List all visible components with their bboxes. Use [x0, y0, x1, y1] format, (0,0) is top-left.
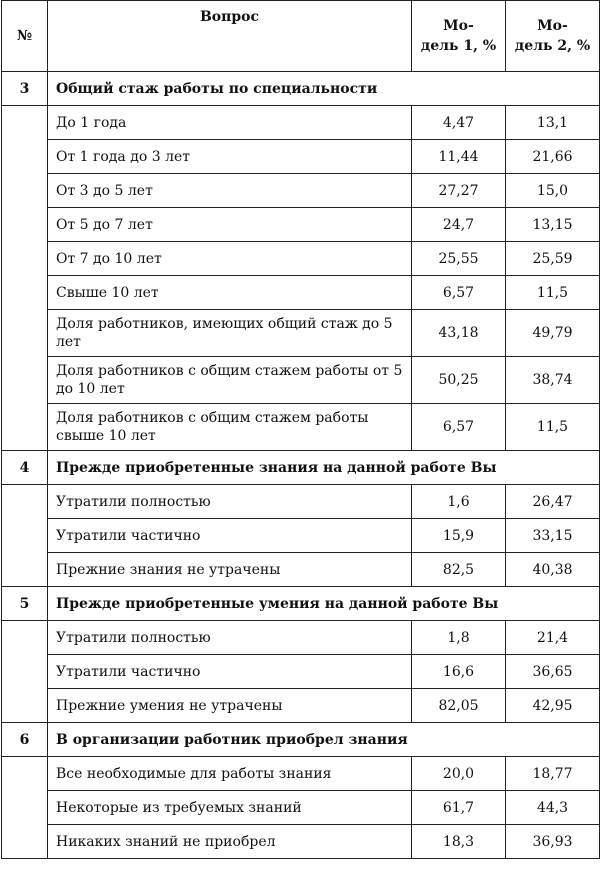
- table-row: [2, 757, 600, 791]
- section-row: [2, 451, 600, 485]
- survey-table: [1, 0, 600, 859]
- section-number: 5: [2, 587, 48, 621]
- blank-cell: [2, 174, 48, 208]
- blank-cell: [2, 208, 48, 242]
- section-row: [2, 723, 600, 757]
- model-1-value: 1,8: [412, 621, 506, 655]
- model-1-value: 6,57: [412, 276, 506, 310]
- table-row: [2, 553, 600, 587]
- model-2-value: 40,38: [506, 553, 600, 587]
- row-label: От 3 до 5 лет: [48, 174, 412, 208]
- model-1-value: 20,0: [412, 757, 506, 791]
- model-2-value: 44,3: [506, 791, 600, 825]
- row-label: До 1 года: [48, 106, 412, 140]
- model-1-value: 1,6: [412, 485, 506, 519]
- model-2-value: 38,74: [506, 357, 600, 404]
- blank-cell: [2, 655, 48, 689]
- table-row: [2, 357, 600, 404]
- row-label: Все необходимые для работы знания: [48, 757, 412, 791]
- blank-cell: [2, 825, 48, 859]
- model-2-value: 11,5: [506, 404, 600, 451]
- model-2-value: 21,4: [506, 621, 600, 655]
- model-2-value: 25,59: [506, 242, 600, 276]
- model-1-value: 43,18: [412, 310, 506, 357]
- row-label: Доля работников с общим стажем работы свыше 10 лет: [48, 404, 412, 451]
- model-2-value: 33,15: [506, 519, 600, 553]
- header-question: Вопрос: [48, 1, 412, 72]
- row-label: Свыше 10 лет: [48, 276, 412, 310]
- row-label: Доля работников с общим стажем работы от 5 до 10 лет: [48, 357, 412, 404]
- table-body: [2, 72, 600, 859]
- model-1-value: 82,05: [412, 689, 506, 723]
- table-row: [2, 485, 600, 519]
- header-model-1-line1: Мо-: [443, 18, 474, 34]
- model-2-value: 21,66: [506, 140, 600, 174]
- table-row: [2, 310, 600, 357]
- table-row: [2, 791, 600, 825]
- model-2-value: 18,77: [506, 757, 600, 791]
- header-model-2: [506, 1, 600, 72]
- table-row: [2, 106, 600, 140]
- header-num: №: [2, 1, 48, 72]
- blank-cell: [2, 310, 48, 357]
- model-1-value: 82,5: [412, 553, 506, 587]
- row-label: Утратили полностью: [48, 621, 412, 655]
- model-1-value: 18,3: [412, 825, 506, 859]
- section-row: [2, 587, 600, 621]
- table-row: [2, 174, 600, 208]
- model-1-value: 50,25: [412, 357, 506, 404]
- row-label: От 1 года до 3 лет: [48, 140, 412, 174]
- model-2-value: 26,47: [506, 485, 600, 519]
- section-row: [2, 72, 600, 106]
- model-1-value: 25,55: [412, 242, 506, 276]
- row-label: Прежние умения не утрачены: [48, 689, 412, 723]
- table-row: [2, 825, 600, 859]
- table-row: [2, 519, 600, 553]
- header-model-1: [412, 1, 506, 72]
- section-title: В организации работник приобрел знания: [48, 723, 600, 757]
- model-1-value: 6,57: [412, 404, 506, 451]
- header-model-1-line2: дель 1, %: [420, 38, 497, 54]
- model-1-value: 61,7: [412, 791, 506, 825]
- section-number: 4: [2, 451, 48, 485]
- blank-cell: [2, 689, 48, 723]
- blank-cell: [2, 485, 48, 519]
- blank-cell: [2, 553, 48, 587]
- model-1-value: 27,27: [412, 174, 506, 208]
- model-2-value: 11,5: [506, 276, 600, 310]
- section-title: Общий стаж работы по специальности: [48, 72, 600, 106]
- row-label: Доля работников, имеющих общий стаж до 5 лет: [48, 310, 412, 357]
- model-1-value: 15,9: [412, 519, 506, 553]
- table-row: [2, 689, 600, 723]
- blank-cell: [2, 404, 48, 451]
- blank-cell: [2, 106, 48, 140]
- blank-cell: [2, 242, 48, 276]
- row-label: От 7 до 10 лет: [48, 242, 412, 276]
- model-1-value: 16,6: [412, 655, 506, 689]
- header-row: [2, 1, 600, 72]
- model-2-value: 42,95: [506, 689, 600, 723]
- model-2-value: 13,15: [506, 208, 600, 242]
- section-number: 6: [2, 723, 48, 757]
- model-2-value: 36,93: [506, 825, 600, 859]
- blank-cell: [2, 276, 48, 310]
- row-label: Утратили частично: [48, 519, 412, 553]
- model-2-value: 15,0: [506, 174, 600, 208]
- table-row: [2, 404, 600, 451]
- model-2-value: 36,65: [506, 655, 600, 689]
- table-row: [2, 621, 600, 655]
- model-1-value: 11,44: [412, 140, 506, 174]
- section-title: Прежде приобретенные умения на данной работе Вы: [48, 587, 600, 621]
- blank-cell: [2, 357, 48, 404]
- table-row: [2, 140, 600, 174]
- row-label: Прежние знания не утрачены: [48, 553, 412, 587]
- blank-cell: [2, 791, 48, 825]
- table-row: [2, 242, 600, 276]
- section-title: Прежде приобретенные знания на данной работе Вы: [48, 451, 600, 485]
- row-label: Никаких знаний не приобрел: [48, 825, 412, 859]
- header-model-2-line2: дель 2, %: [514, 38, 591, 54]
- row-label: Утратили частично: [48, 655, 412, 689]
- table-row: [2, 655, 600, 689]
- row-label: От 5 до 7 лет: [48, 208, 412, 242]
- table-row: [2, 208, 600, 242]
- model-1-value: 4,47: [412, 106, 506, 140]
- model-2-value: 13,1: [506, 106, 600, 140]
- blank-cell: [2, 621, 48, 655]
- table-row: [2, 276, 600, 310]
- blank-cell: [2, 757, 48, 791]
- header-model-2-line1: Мо-: [537, 18, 568, 34]
- row-label: Утратили полностью: [48, 485, 412, 519]
- row-label: Некоторые из требуемых знаний: [48, 791, 412, 825]
- section-number: 3: [2, 72, 48, 106]
- blank-cell: [2, 519, 48, 553]
- model-2-value: 49,79: [506, 310, 600, 357]
- model-1-value: 24,7: [412, 208, 506, 242]
- blank-cell: [2, 140, 48, 174]
